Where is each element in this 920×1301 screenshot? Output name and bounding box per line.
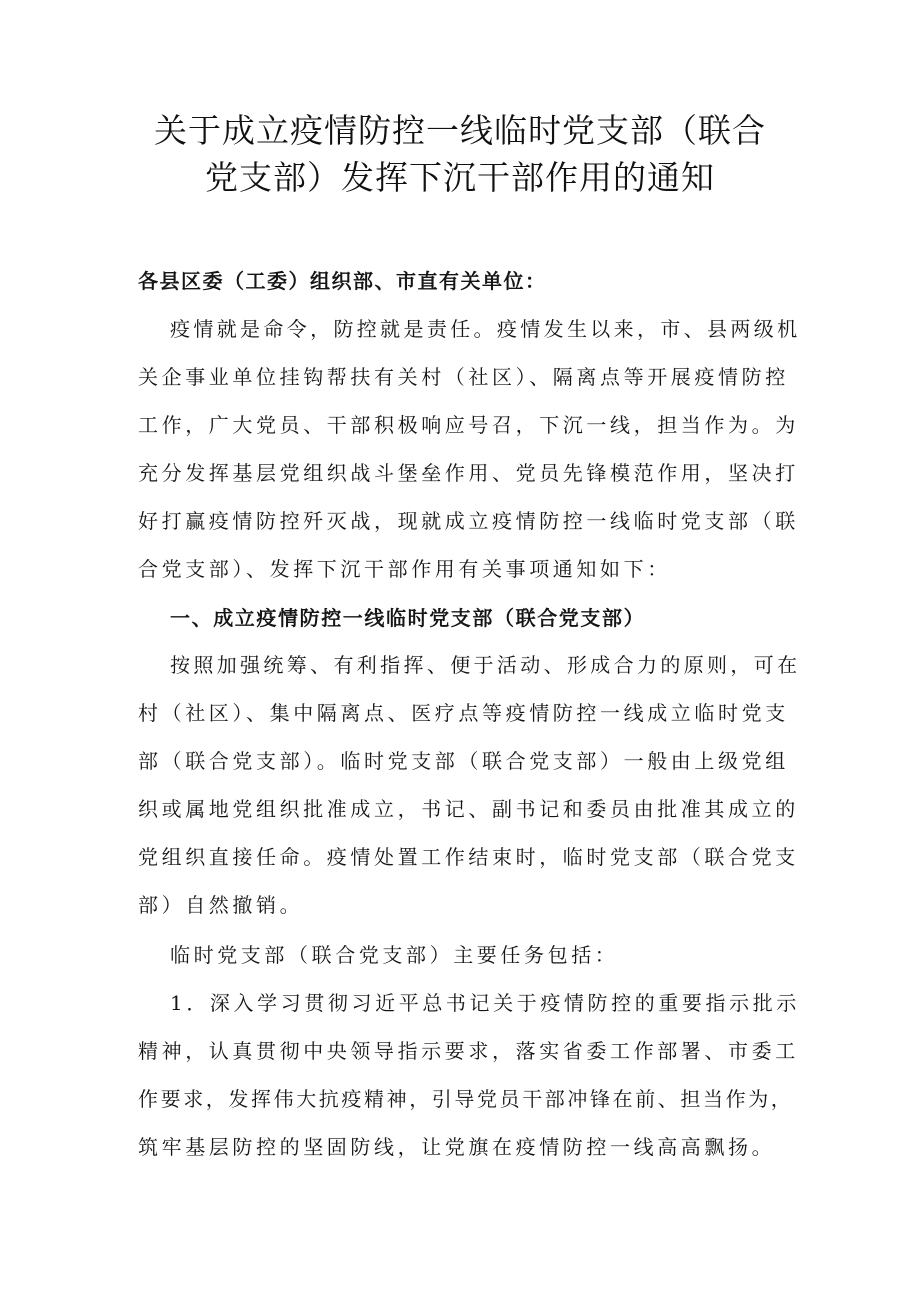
paragraph-1-line-5: 好打赢疫情防控歼灭战，现就成立疫情防控一线临时党支部（联: [138, 509, 799, 533]
paragraph-4-line-1: 1．深入学习贯彻习近平总书记关于疫情防控的重要指示批示: [170, 991, 800, 1015]
paragraph-4-line-2: 精神，认真贯彻中央领导指示要求，落实省委工作部署、市委工: [138, 1039, 799, 1063]
paragraph-2-line-6: 部）自然撤销。: [138, 893, 304, 917]
salutation: 各县区委（工委）组织部、市直有关单位：: [138, 269, 547, 293]
section-1-heading: 一、成立疫情防控一线临时党支部（联合党支部）: [170, 606, 646, 630]
paragraph-1-line-3: 工作，广大党员、干部积极响应号召，下沉一线，担当作为。为: [138, 413, 799, 437]
paragraph-3-line-1: 临时党支部（联合党支部）主要任务包括：: [170, 943, 619, 967]
paragraph-2-line-1: 按照加强统筹、有利指挥、便于活动、形成合力的原则，可在: [170, 653, 801, 677]
paragraph-2-line-3: 部（联合党支部）。临时党支部（联合党支部）一般由上级党组: [138, 749, 789, 773]
paragraph-2-line-2: 村（社区）、集中隔离点、医疗点等疫情防控一线成立临时党支: [138, 701, 789, 725]
paragraph-1-line-2: 关企事业单位挂钩帮扶有关村（社区）、隔离点等开展疫情防控: [138, 365, 789, 389]
document-title-line-1: 关于成立疫情防控一线临时党支部（联合: [154, 111, 766, 150]
paragraph-2-line-4: 织或属地党组织批准成立，书记、副书记和委员由批准其成立的: [138, 797, 799, 821]
paragraph-1-line-1: 疫情就是命令，防控就是责任。疫情发生以来，市、县两级机: [170, 317, 801, 341]
paragraph-4-line-3: 作要求，发挥伟大抗疫精神，引导党员干部冲锋在前、担当作为，: [138, 1087, 794, 1111]
document-title-line-2: 党支部）发挥下沉干部作用的通知: [205, 158, 715, 197]
paragraph-4-line-4: 筑牢基层防控的坚固防线，让党旗在疫情防控一线高高飘扬。: [138, 1135, 776, 1159]
paragraph-1-line-4: 充分发挥基层党组织战斗堡垒作用、党员先锋模范作用，坚决打: [138, 461, 799, 485]
paragraph-1-line-6: 合党支部）、发挥下沉干部作用有关事项通知如下：: [138, 557, 671, 581]
paragraph-2-line-5: 党组织直接任命。疫情处置工作结束时，临时党支部（联合党支: [138, 845, 799, 869]
